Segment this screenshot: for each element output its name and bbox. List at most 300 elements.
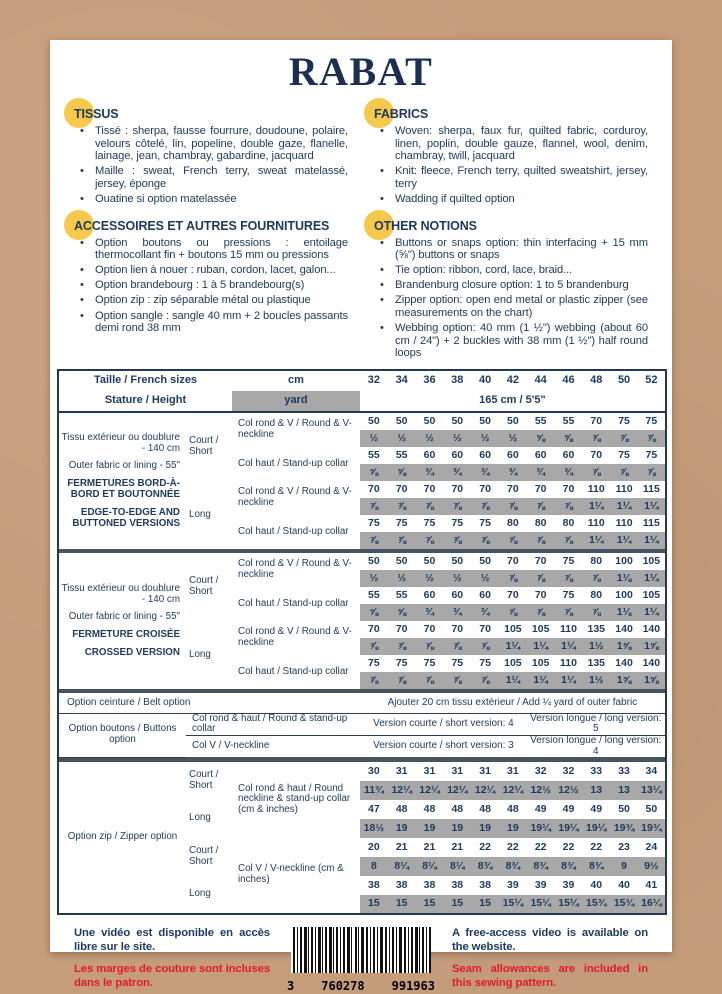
bullet-item: • Webbing option: 40 mm (1 ½") webbing (about 60 cm / 24") + 2 buckles with 38 mm (1 ½") half round loops — [374, 322, 648, 360]
size-value-cell: 1¼ — [582, 532, 610, 549]
bullet-item: • Tissé : sherpa, fausse fourrure, doudoune, polaire, velours côtelé, lin, popeline, double gaze, flanelle, lainage, jean, chambray, gabardine, jacquard — [74, 125, 348, 163]
size-value-cell: 12¼ — [416, 781, 444, 800]
bullet-item: • Option sangle : sangle 40 mm + 2 boucles passants demi rond 38 mm — [74, 310, 348, 335]
size-value-cell: 19 — [388, 819, 416, 838]
size-value-cell: 75 — [645, 415, 658, 428]
barcode-bars — [291, 927, 431, 973]
size-value-cell: 105 — [642, 555, 661, 568]
tissus-heading-label: TISSUS — [74, 107, 119, 121]
size-value-cell: 50 — [645, 802, 658, 815]
info-sections — [50, 94, 672, 362]
size-value-cell: ⅞ — [360, 498, 388, 515]
size-value-cell: 1¼ — [610, 532, 638, 549]
version-label-en: EDGE-TO-EDGE AND BUTTONED VERSIONS — [72, 506, 180, 529]
size-value-cell: 8¼ — [388, 857, 416, 876]
size-value-cell: 49 — [590, 802, 603, 815]
size-value-cell: 31 — [395, 764, 408, 777]
size-value-cell: 48 — [451, 802, 464, 815]
size-value-cell: ⅞ — [388, 532, 416, 549]
size-value-cell: 40 — [478, 374, 492, 387]
section-column-left — [74, 96, 348, 362]
size-value-cell: ⅞ — [582, 570, 610, 587]
footer-english-text — [452, 927, 648, 991]
size-value-cell: 1¼ — [610, 498, 638, 515]
size-value-cell: 34 — [645, 764, 658, 777]
size-value-cell: 50 — [368, 555, 380, 568]
pattern-sheet-page — [50, 40, 672, 993]
size-value-cell: 70 — [590, 449, 603, 462]
pattern-title: RABAT — [288, 49, 434, 94]
size-value-cell: 38 — [479, 878, 491, 891]
size-value-cell: 1¼ — [638, 604, 666, 621]
crossed-short-round-cm-row — [58, 553, 666, 570]
size-value-cell: 1⅝ — [610, 638, 638, 655]
fabric-label-fr: Tissu extérieur ou doublure - 140 cm — [61, 582, 180, 605]
footer-french-text — [74, 927, 270, 991]
size-value-cell: 19¼ — [527, 819, 555, 838]
size-value-cell: 75 — [451, 657, 464, 670]
size-value-cell: 105 — [504, 657, 522, 670]
size-value-cell: 22 — [562, 840, 575, 853]
size-value-cell: 1⅝ — [610, 672, 638, 689]
barcode — [286, 927, 436, 993]
video-note-fr: Une vidéo est disponible en accès libre sur le site. — [74, 926, 270, 953]
version-label-fr: FERMETURES BORD-À-BORD ET BOUTONNÉE — [67, 477, 180, 500]
size-value-cell: ⅞ — [499, 570, 527, 587]
size-value-cell: 80 — [590, 555, 603, 568]
size-value-cell: ⅞ — [360, 672, 388, 689]
size-value-cell: 100 — [615, 555, 633, 568]
notions-list — [374, 237, 648, 360]
belt-option-row — [58, 693, 666, 713]
video-note-en: A free-access video is available on the website. — [452, 926, 648, 953]
size-value-cell: ⅞ — [527, 604, 555, 621]
size-value-cell: 55 — [368, 449, 380, 462]
size-value-cell: ½ — [416, 430, 444, 447]
size-value-cell: 33 — [618, 764, 630, 777]
size-value-cell: 34 — [395, 374, 408, 387]
barcode-group1: 760278 — [321, 978, 365, 993]
size-value-cell: 60 — [479, 589, 491, 602]
size-value-cell: ¾ — [443, 604, 471, 621]
size-value-cell: 38 — [451, 878, 464, 891]
size-value-cell: 60 — [423, 589, 436, 602]
size-value-cell: 70 — [368, 483, 380, 496]
size-value-cell: 38 — [368, 878, 380, 891]
fabrics-heading-label: FABRICS — [374, 107, 429, 121]
size-value-cell: ⅞ — [416, 532, 444, 549]
size-value-cell: ⅞ — [638, 430, 666, 447]
size-value-cell: 135 — [587, 623, 606, 636]
size-value-cell: 70 — [451, 483, 464, 496]
size-value-cell: 1⅛ — [610, 604, 638, 621]
buttons-option-label: Option boutons / Buttons option — [58, 713, 186, 757]
size-value-cell: 75 — [395, 517, 408, 530]
size-value-cell: ½ — [416, 570, 444, 587]
header-row-height — [58, 391, 666, 412]
size-value-cell: ⅞ — [527, 570, 555, 587]
size-value-cell: ⅞ — [582, 430, 610, 447]
fabric-label-fr: Tissu extérieur ou doublure - 140 cm — [61, 431, 180, 454]
size-value-cell: 60 — [562, 449, 575, 462]
tissus-heading — [74, 107, 119, 121]
size-value-cell: 33 — [590, 764, 603, 777]
size-value-cell: 70 — [395, 623, 408, 636]
size-value-cell: 1¼ — [527, 672, 555, 689]
collar-round-label: Col rond & V / Round & V-neckline — [238, 558, 352, 581]
size-value-cell: 48 — [507, 802, 519, 815]
size-value-cell: ⅞ — [360, 638, 388, 655]
size-value-cell: 70 — [562, 483, 575, 496]
size-value-cell: 70 — [451, 623, 464, 636]
size-value-cell: 19 — [416, 819, 444, 838]
height-value-cell: 165 cm / 5'5" — [360, 391, 666, 412]
size-value-cell: ¾ — [555, 464, 583, 481]
size-value-cell: 16¼ — [638, 895, 666, 914]
size-value-cell: 15¼ — [527, 895, 555, 914]
size-value-cell: 50 — [368, 415, 380, 428]
size-value-cell: 105 — [642, 589, 661, 602]
size-value-cell: 50 — [395, 555, 408, 568]
fabrics-list — [374, 125, 648, 205]
size-value-cell: ⅝ — [555, 430, 583, 447]
size-value-cell: 75 — [423, 657, 436, 670]
size-value-cell: 12½ — [555, 781, 583, 800]
size-value-cell: ½ — [471, 570, 499, 587]
size-value-cell: 75 — [562, 555, 575, 568]
size-value-cell: 11¾ — [360, 781, 388, 800]
size-value-cell: 60 — [479, 449, 491, 462]
size-value-cell: 21 — [395, 840, 408, 853]
size-value-cell: 31 — [479, 764, 491, 777]
fabrics-heading — [374, 107, 428, 121]
size-value-cell: 31 — [423, 764, 436, 777]
seam-note-en: Seam allowances are included in this sewing pattern. — [452, 963, 648, 990]
size-value-cell: 8¼ — [443, 857, 471, 876]
size-value-cell: 75 — [451, 517, 464, 530]
bullet-item: • Option boutons ou pressions : entoilage thermocollant fin + boutons 15 mm ou pressions — [74, 237, 348, 262]
size-value-cell: 36 — [423, 374, 436, 387]
size-value-cell: ⅞ — [555, 604, 583, 621]
size-value-cell: 135 — [587, 657, 606, 670]
size-value-cell: 70 — [423, 623, 436, 636]
collar-stand-label: Col haut / Stand-up collar — [238, 525, 349, 537]
size-value-cell: 46 — [562, 374, 575, 387]
buttons-collar-v-label: Col V / V-neckline — [192, 740, 270, 752]
size-value-cell: ⅞ — [582, 464, 610, 481]
size-value-cell: 24 — [645, 840, 658, 853]
size-value-cell: 8¾ — [471, 857, 499, 876]
bullet-item: • Ouatine si option matelassée — [74, 193, 348, 206]
size-value-cell: 105 — [504, 623, 522, 636]
height-label-cell: Stature / Height — [58, 391, 232, 412]
size-value-cell: 32 — [367, 374, 381, 387]
size-value-cell: ⅞ — [388, 672, 416, 689]
size-value-cell: 13¼ — [638, 781, 666, 800]
accessoires-heading — [74, 219, 329, 233]
size-value-cell: 55 — [562, 415, 575, 428]
size-value-cell: ⅞ — [443, 532, 471, 549]
bullet-item: • Option brandebourg : 1 à 5 brandebourg(s) — [74, 279, 348, 292]
size-value-cell: 1¼ — [638, 570, 666, 587]
edge-block-label — [58, 412, 186, 549]
size-value-cell: 75 — [395, 657, 408, 670]
buttons-round-long-count: Version longue / long version: 5 — [527, 713, 666, 736]
bullet-item: • Brandenburg closure option: 1 to 5 brandenburg — [374, 279, 648, 292]
belt-option-label: Option ceinture / Belt option — [58, 693, 360, 713]
size-value-cell: 50 — [451, 415, 464, 428]
size-value-cell: ⅞ — [610, 430, 638, 447]
size-value-cell: ½ — [388, 570, 416, 587]
unit-yard-cell: yard — [232, 391, 360, 412]
size-value-cell: 15 — [360, 895, 388, 914]
size-value-cell: 1½ — [582, 638, 610, 655]
header-row-sizes — [58, 370, 666, 391]
bullet-item: • Option lien à nouer : ruban, cordon, lacet, galon... — [74, 264, 348, 277]
size-value-cell: 13 — [582, 781, 610, 800]
short-version-label: Court / Short — [189, 575, 219, 598]
size-value-cell: 70 — [479, 483, 491, 496]
long-version-label: Long — [189, 812, 211, 824]
size-value-cell: 19¾ — [638, 819, 666, 838]
size-value-cell: 19 — [443, 819, 471, 838]
short-version-label: Court / Short — [189, 844, 219, 867]
size-value-cell: 19 — [499, 819, 527, 838]
size-value-cell: 70 — [479, 623, 491, 636]
footer — [50, 915, 672, 993]
barcode-group2: 991963 — [391, 978, 435, 993]
size-value-cell: 50 — [507, 415, 519, 428]
tissus-list — [74, 125, 348, 205]
seam-note-fr: Les marges de couture sont incluses dans le patron. — [74, 963, 270, 990]
size-value-cell: 70 — [423, 483, 436, 496]
size-value-cell: 75 — [562, 589, 575, 602]
size-value-cell: 9½ — [638, 857, 666, 876]
size-value-cell: 39 — [534, 878, 547, 891]
size-value-cell: 115 — [642, 483, 660, 496]
fabric-label-en: Outer fabric or lining - 55" — [68, 459, 180, 471]
size-value-cell: 8 — [360, 857, 388, 876]
size-value-cell: 48 — [423, 802, 436, 815]
size-value-cell: 15 — [416, 895, 444, 914]
size-value-cell: 55 — [395, 589, 408, 602]
bullet-item: • Buttons or snaps option: thin interfacing + 15 mm (⅝") buttons or snaps — [374, 237, 648, 262]
size-value-cell: ½ — [443, 570, 471, 587]
size-value-cell: 30 — [368, 764, 380, 777]
size-value-cell: ⅞ — [471, 498, 499, 515]
size-value-cell: 70 — [534, 555, 547, 568]
collar-stand-label: Col haut / Stand-up collar — [238, 457, 349, 469]
size-value-cell: 52 — [645, 374, 658, 387]
zipper-collar-v-label: Col V / V-neckline (cm & inches) — [238, 863, 344, 886]
crossed-block-label — [58, 553, 186, 689]
size-value-cell: ¾ — [527, 464, 555, 481]
size-value-cell: 19¾ — [610, 819, 638, 838]
size-value-cell: ½ — [499, 430, 527, 447]
size-value-cell: 39 — [507, 878, 519, 891]
size-value-cell: 40 — [590, 878, 603, 891]
size-value-cell: ¾ — [416, 604, 444, 621]
long-version-label: Long — [189, 508, 211, 520]
collar-round-label: Col rond & V / Round & V-neckline — [238, 626, 352, 649]
size-value-cell: 1¼ — [582, 498, 610, 515]
size-value-cell: 70 — [368, 623, 380, 636]
size-value-cell: 47 — [368, 802, 380, 815]
size-value-cell: 12¼ — [443, 781, 471, 800]
size-value-cell: 105 — [531, 657, 550, 670]
size-value-cell: 20 — [368, 840, 380, 853]
size-value-cell: ⅞ — [555, 532, 583, 549]
size-value-cell: ⅞ — [499, 498, 527, 515]
size-value-cell: 115 — [642, 517, 660, 530]
size-value-cell: 75 — [423, 517, 436, 530]
size-value-cell: 110 — [615, 483, 633, 496]
size-value-cell: 8¾ — [499, 857, 527, 876]
size-value-cell: 75 — [618, 449, 630, 462]
size-value-cell: 15 — [443, 895, 471, 914]
size-value-cell: 39 — [562, 878, 575, 891]
size-value-cell: 1¼ — [527, 638, 555, 655]
long-version-label: Long — [189, 648, 211, 660]
size-value-cell: 15 — [388, 895, 416, 914]
size-value-cell: 110 — [587, 517, 605, 530]
size-value-cell: 70 — [507, 589, 519, 602]
size-value-cell: ½ — [360, 430, 388, 447]
size-value-cell: ⅞ — [527, 532, 555, 549]
size-value-cell: ⅞ — [610, 464, 638, 481]
size-value-cell: ½ — [471, 430, 499, 447]
size-value-cell: 1¼ — [638, 532, 666, 549]
size-value-cell: 70 — [395, 483, 408, 496]
size-value-cell: ½ — [360, 570, 388, 587]
size-value-cell: ⅞ — [388, 498, 416, 515]
size-value-cell: 80 — [590, 589, 603, 602]
size-value-cell: 50 — [395, 415, 408, 428]
size-value-cell: 22 — [507, 840, 519, 853]
size-value-cell: 41 — [645, 878, 658, 891]
size-value-cell: ⅞ — [388, 638, 416, 655]
barcode-digits — [286, 979, 436, 993]
notions-heading-label: OTHER NOTIONS — [374, 218, 477, 233]
size-value-cell: 55 — [534, 415, 547, 428]
size-value-cell: 110 — [587, 483, 605, 496]
size-value-cell: 140 — [615, 623, 633, 636]
collar-stand-label: Col haut / Stand-up collar — [238, 597, 349, 609]
size-value-cell: ⅞ — [638, 464, 666, 481]
collar-stand-label: Col haut / Stand-up collar — [238, 665, 349, 677]
barcode-prefix: 3 — [287, 978, 295, 993]
collar-round-label: Col rond & V / Round & V-neckline — [238, 486, 352, 509]
buttons-round-short-count: Version courte / short version: 4 — [360, 713, 527, 736]
size-value-cell: 19¼ — [582, 819, 610, 838]
size-value-cell: 60 — [451, 449, 464, 462]
size-value-cell: ¾ — [471, 604, 499, 621]
size-value-cell: 38 — [423, 878, 436, 891]
sizes-label-cell: Taille / French sizes — [93, 374, 198, 387]
size-value-cell: 110 — [560, 623, 577, 636]
size-value-cell: ⅞ — [471, 532, 499, 549]
size-chart-table — [57, 369, 667, 915]
size-value-cell: 12¼ — [388, 781, 416, 800]
size-value-cell: 32 — [534, 764, 547, 777]
size-value-cell: 44 — [534, 374, 547, 387]
zipper-option-label: Option zip / Zipper option — [67, 830, 178, 842]
size-value-cell: 9 — [610, 857, 638, 876]
bullet-item: • Wadding if quilted option — [374, 193, 648, 206]
size-value-cell: 60 — [534, 449, 547, 462]
accessoires-list — [74, 237, 348, 335]
buttons-collar-round-label: Col rond & haut / Round & stand-up collar — [186, 713, 360, 736]
bullet-item: • Knit: fleece, French terry, quilted sweatshirt, jersey, terry — [374, 165, 648, 190]
unit-cm-cell: cm — [288, 374, 304, 387]
size-value-cell: ⅞ — [582, 604, 610, 621]
size-value-cell: 48 — [395, 802, 408, 815]
size-value-cell: 70 — [590, 415, 603, 428]
size-value-cell: 21 — [423, 840, 436, 853]
size-value-cell: ⅝ — [388, 464, 416, 481]
size-value-cell: 38 — [395, 878, 408, 891]
size-value-cell: 75 — [479, 517, 491, 530]
size-value-cell: ⅞ — [443, 638, 471, 655]
long-version-label: Long — [189, 887, 211, 899]
zip-round-short-cm-row — [58, 762, 666, 781]
size-value-cell: 1½ — [582, 672, 610, 689]
size-value-cell: 22 — [479, 840, 491, 853]
size-value-cell: ⅞ — [471, 638, 499, 655]
size-value-cell: ⅞ — [555, 498, 583, 515]
size-value-cell: 22 — [590, 840, 603, 853]
size-value-cell: ⅞ — [499, 532, 527, 549]
size-value-cell: 1⅝ — [638, 672, 666, 689]
size-value-cell: 22 — [534, 840, 547, 853]
bullet-item: • Zipper option: open end metal or plastic zipper (see measurements on the chart) — [374, 294, 648, 319]
size-value-cell: 8¾ — [527, 857, 555, 876]
size-value-cell: ¾ — [499, 464, 527, 481]
size-value-cell: ⅞ — [527, 498, 555, 515]
size-value-cell: 50 — [423, 415, 436, 428]
size-value-cell: ⅞ — [443, 498, 471, 515]
version-label-fr: FERMETURE CROISÉE — [72, 628, 180, 640]
size-value-cell: 42 — [506, 374, 519, 387]
size-value-cell: 15 — [471, 895, 499, 914]
size-value-cell: 15¾ — [582, 895, 610, 914]
bullet-item: • Woven: sherpa, faux fur, quilted fabric, corduroy, linen, poplin, double gauze, flannel, wool, denim, chambray, twill, jacquard — [374, 125, 648, 163]
size-value-cell: 1⅛ — [610, 570, 638, 587]
bullet-item: • Option zip : zip séparable métal ou plastique — [74, 294, 348, 307]
size-value-cell: 55 — [368, 589, 380, 602]
short-version-label: Court / Short — [189, 435, 219, 458]
size-value-cell: 50 — [423, 555, 436, 568]
size-value-cell: ⅞ — [416, 672, 444, 689]
size-value-cell: 80 — [534, 517, 547, 530]
size-value-cell: 1¼ — [499, 638, 527, 655]
size-value-cell: ¾ — [416, 464, 444, 481]
size-value-cell: 8¾ — [582, 857, 610, 876]
short-version-label: Court / Short — [189, 768, 219, 791]
size-value-cell: 70 — [507, 483, 519, 496]
size-value-cell: 80 — [507, 517, 519, 530]
size-value-cell: 31 — [507, 764, 519, 777]
size-value-cell: 50 — [479, 415, 491, 428]
section-column-right — [374, 96, 648, 362]
size-value-cell: 140 — [642, 623, 661, 636]
collar-round-label: Col rond & V / Round & V-neckline — [238, 418, 352, 441]
size-value-cell: ½ — [443, 430, 471, 447]
size-value-cell: 12½ — [527, 781, 555, 800]
size-value-cell: 12¼ — [499, 781, 527, 800]
size-value-cell: 55 — [395, 449, 408, 462]
size-value-cell: 50 — [617, 374, 631, 387]
